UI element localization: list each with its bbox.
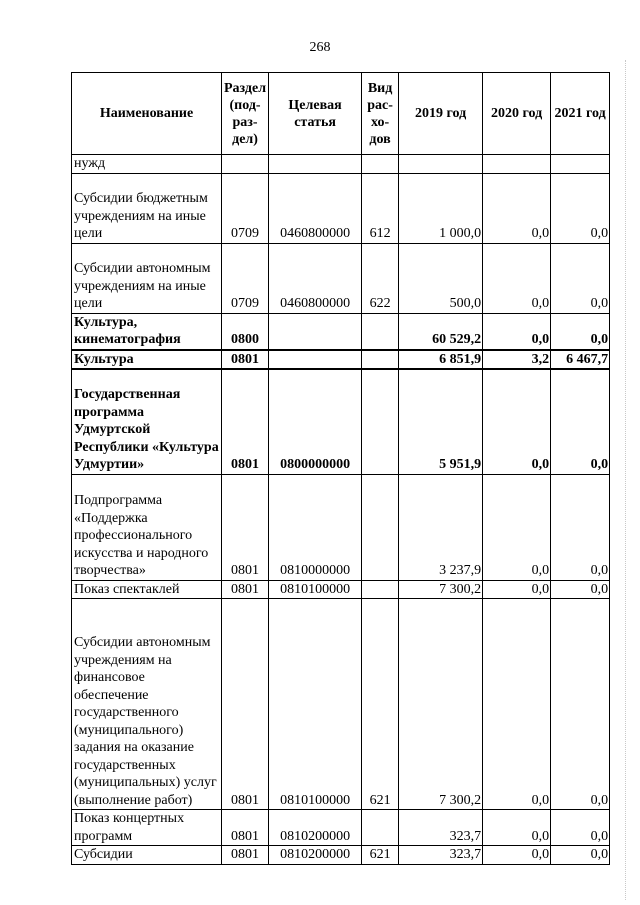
- row-2019: 5 951,9: [399, 369, 483, 474]
- row-name: Субсидии автономным учреждениям на иные цели: [72, 243, 222, 313]
- row-2019: 323,7: [399, 810, 483, 846]
- header-target: Целевая статья: [269, 73, 362, 155]
- row-2020: 0,0: [483, 580, 551, 599]
- row-target: 0800000000: [269, 369, 362, 474]
- row-type: 621: [362, 846, 399, 865]
- row-name: Показ спектаклей: [72, 580, 222, 599]
- row-2020: 0,0: [483, 369, 551, 474]
- row-section: 0801: [222, 369, 269, 474]
- row-target: [269, 155, 362, 174]
- row-target: 0810200000: [269, 810, 362, 846]
- row-section: 0801: [222, 474, 269, 580]
- row-2019: 1 000,0: [399, 173, 483, 243]
- row-type: 622: [362, 243, 399, 313]
- row-2020: 0,0: [483, 846, 551, 865]
- budget-table: [71, 72, 610, 865]
- row-section: 0709: [222, 243, 269, 313]
- row-target: [269, 350, 362, 370]
- row-2020: 0,0: [483, 810, 551, 846]
- row-2020: 0,0: [483, 173, 551, 243]
- table-row: [72, 350, 610, 370]
- table-row: [72, 846, 610, 865]
- row-section: 0801: [222, 350, 269, 370]
- table-row: [72, 369, 610, 474]
- row-2019: [399, 155, 483, 174]
- row-2021: 0,0: [551, 173, 610, 243]
- table-row: [72, 173, 610, 243]
- row-2019: 3 237,9: [399, 474, 483, 580]
- row-type: [362, 155, 399, 174]
- row-2019: 7 300,2: [399, 580, 483, 599]
- header-2021: 2021 год: [551, 73, 610, 155]
- row-type: [362, 580, 399, 599]
- page-number: 268: [309, 40, 331, 55]
- table-row: [72, 243, 610, 313]
- row-name: Субсидии автономным учреждениям на финансовое обеспечение государственного (муниципального) задания на оказание государственных (муниципальных) услуг (выполнение работ): [72, 599, 222, 810]
- row-name: Культура: [72, 350, 222, 370]
- table-row: [72, 474, 610, 580]
- row-2019: 60 529,2: [399, 313, 483, 350]
- row-section: 0709: [222, 173, 269, 243]
- row-name: Субсидии: [72, 846, 222, 865]
- row-2020: 3,2: [483, 350, 551, 370]
- header-name: Наименование: [72, 73, 222, 155]
- row-target: 0810000000: [269, 474, 362, 580]
- header-2020: 2020 год: [483, 73, 551, 155]
- row-section: 0800: [222, 313, 269, 350]
- row-target: 0460800000: [269, 243, 362, 313]
- row-2020: 0,0: [483, 243, 551, 313]
- row-section: 0801: [222, 580, 269, 599]
- header-2019: 2019 год: [399, 73, 483, 155]
- row-type: 621: [362, 599, 399, 810]
- row-2019: 500,0: [399, 243, 483, 313]
- row-2019: 6 851,9: [399, 350, 483, 370]
- row-type: [362, 313, 399, 350]
- row-2019: 7 300,2: [399, 599, 483, 810]
- row-name: Показ концертных программ: [72, 810, 222, 846]
- row-section: 0801: [222, 599, 269, 810]
- row-type: 612: [362, 173, 399, 243]
- row-name: нужд: [72, 155, 222, 174]
- row-type: [362, 369, 399, 474]
- row-target: 0810100000: [269, 580, 362, 599]
- row-name: Субсидии бюджетным учреждениям на иные цели: [72, 173, 222, 243]
- row-2021: 0,0: [551, 580, 610, 599]
- row-2021: 0,0: [551, 474, 610, 580]
- row-2021: 0,0: [551, 599, 610, 810]
- table-row: [72, 580, 610, 599]
- table-row: [72, 313, 610, 350]
- row-type: [362, 810, 399, 846]
- table-row: [72, 599, 610, 810]
- row-name: Подпрограмма «Поддержка профессионального искусства и народного творчества»: [72, 474, 222, 580]
- row-2020: [483, 155, 551, 174]
- row-target: 0810100000: [269, 599, 362, 810]
- row-2020: 0,0: [483, 313, 551, 350]
- row-target: [269, 313, 362, 350]
- row-target: 0460800000: [269, 173, 362, 243]
- row-2020: 0,0: [483, 599, 551, 810]
- row-section: 0801: [222, 846, 269, 865]
- row-2021: 0,0: [551, 243, 610, 313]
- header-type: Вид рас-хо-дов: [362, 73, 399, 155]
- row-target: 0810200000: [269, 846, 362, 865]
- row-2021: 6 467,7: [551, 350, 610, 370]
- row-2021: 0,0: [551, 369, 610, 474]
- row-2021: 0,0: [551, 846, 610, 865]
- margin-dotted-line: [624, 60, 626, 900]
- row-2020: 0,0: [483, 474, 551, 580]
- row-name: Государственная программа Удмуртской Республики «Культура Удмуртии»: [72, 369, 222, 474]
- table-row: [72, 810, 610, 846]
- row-2021: 0,0: [551, 810, 610, 846]
- header-section: Раздел (под-раз-дел): [222, 73, 269, 155]
- row-2019: 323,7: [399, 846, 483, 865]
- table-row: [72, 155, 610, 174]
- header-row: [72, 73, 610, 155]
- row-section: [222, 155, 269, 174]
- row-2021: 0,0: [551, 313, 610, 350]
- row-section: 0801: [222, 810, 269, 846]
- row-type: [362, 474, 399, 580]
- row-name: Культура, кинематография: [72, 313, 222, 350]
- row-type: [362, 350, 399, 370]
- row-2021: [551, 155, 610, 174]
